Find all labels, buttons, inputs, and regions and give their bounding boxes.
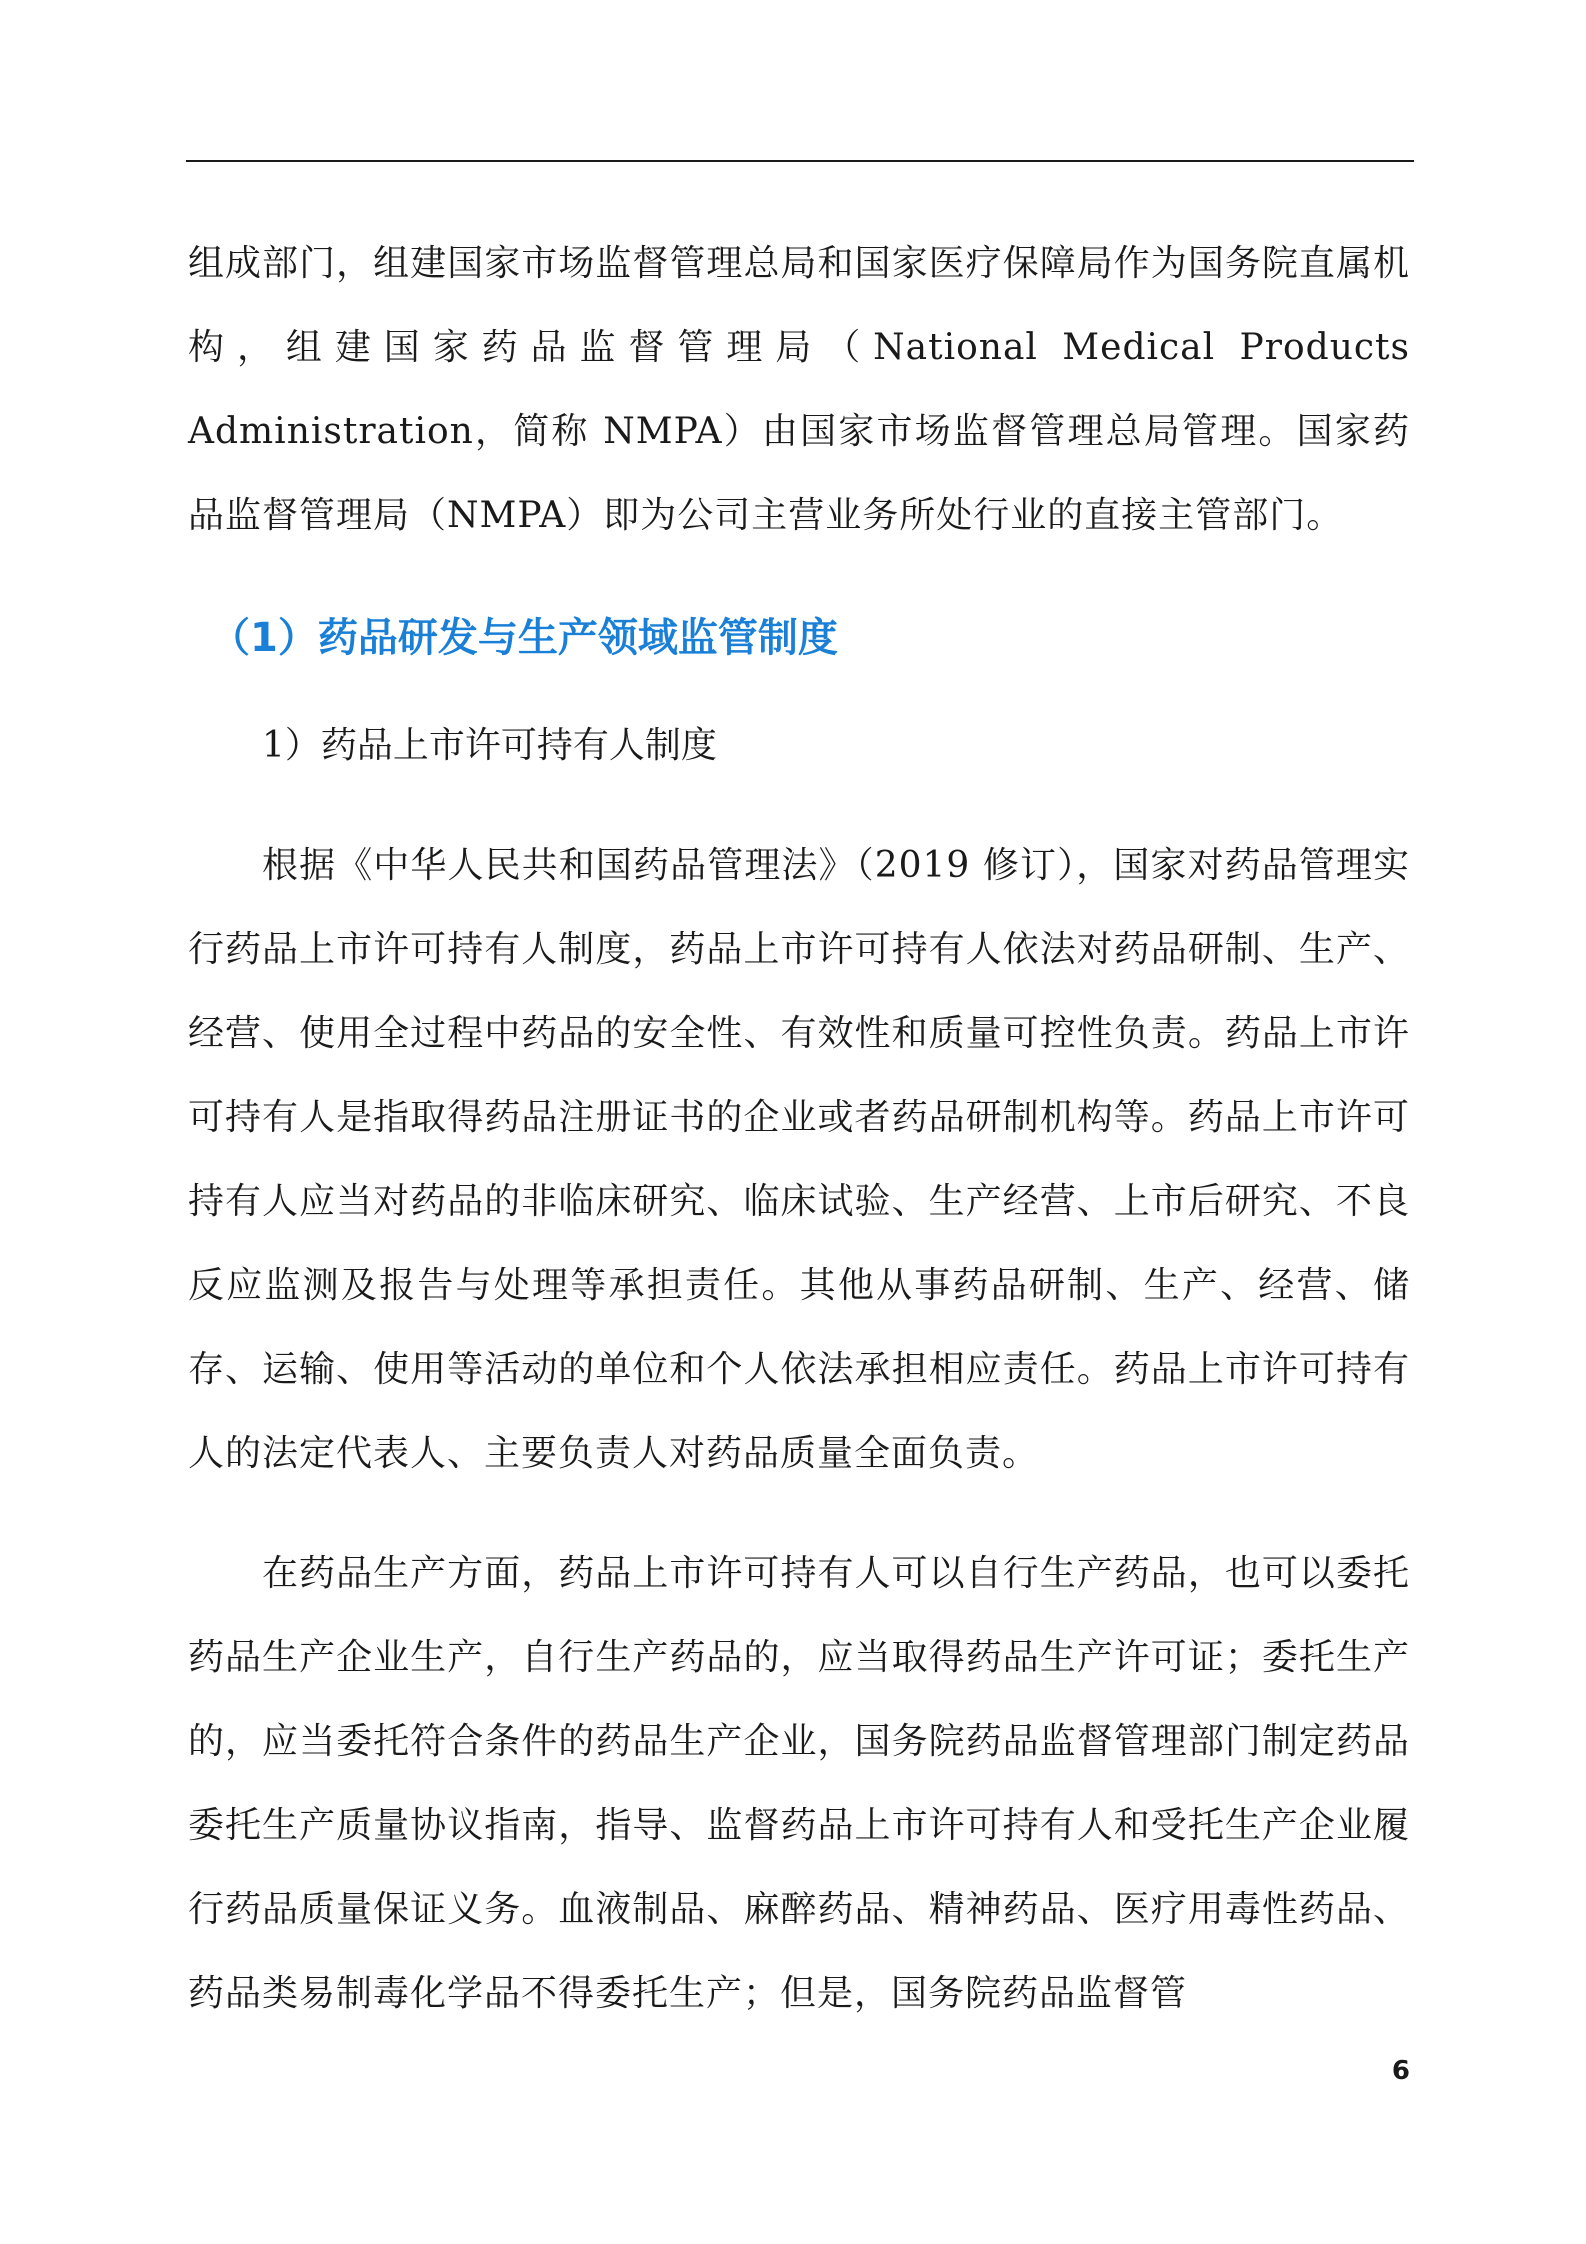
- page-number: 6: [1391, 2056, 1410, 2086]
- body-paragraph-1: 根据《中华人民共和国药品管理法》（2019 修订），国家对药品管理实行药品上市许可持有人制度，药品上市许可持有人依法对药品研制、生产、经营、使用全过程中药品的安全性、有效性和质量可控性负责。药品上市许可持有人是指取得药品注册证书的企业或者药品研制机构等。药品上市许可持有人应当对药品的非临床研究、临床试验、生产经营、上市后研究、不良反应监测及报告与处理等承担责任。其他从事药品研制、生产、经营、储存、运输、使用等活动的单位和个人依法承担相应责任。药品上市许可持有人的法定代表人、主要负责人对药品质量全面负责。: [188, 845, 1410, 1474]
- section-heading: （1）药品研发与生产领域监管制度: [210, 615, 838, 661]
- document-body: [188, 222, 1410, 2036]
- intro-paragraph: 组成部门，组建国家市场监督管理总局和国家医疗保障局作为国务院直属机构，组建国家药品监督管理局（National Medical Products Administration，简称 NMPA）由国家市场监督管理总局管理。国家药品监督管理局（NMPA）即为公司主营业务所处行业的直接主管部门。: [188, 243, 1410, 536]
- body-paragraph-2: 在药品生产方面，药品上市许可持有人可以自行生产药品，也可以委托药品生产企业生产，自行生产药品的，应当取得药品生产许可证；委托生产的，应当委托符合条件的药品生产企业，国务院药品监督管理部门制定药品委托生产质量协议指南，指导、监督药品上市许可持有人和受托生产企业履行药品质量保证义务。血液制品、麻醉药品、精神药品、医疗用毒性药品、药品类易制毒化学品不得委托生产；但是，国务院药品监督管: [188, 1553, 1410, 2014]
- subsection-heading: 1）药品上市许可持有人制度: [262, 725, 717, 766]
- header-rule: [186, 160, 1414, 162]
